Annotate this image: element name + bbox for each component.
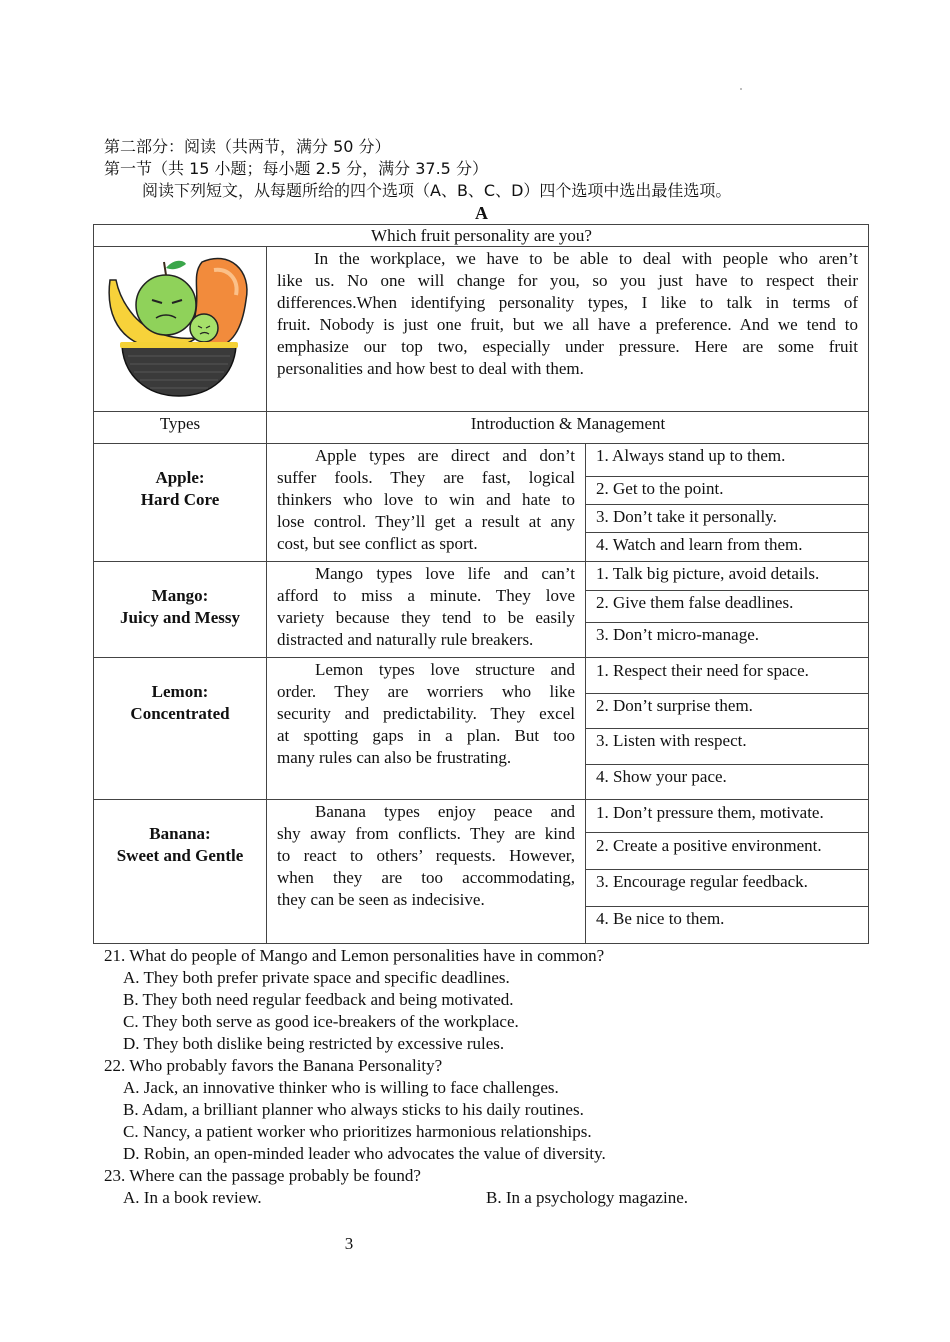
lemon-icon	[190, 314, 218, 342]
lemon-tip: 3. Listen with respect.	[596, 731, 747, 750]
type-banana-name: Banana:	[149, 824, 211, 843]
banana-line: when they are too accommodating,	[277, 868, 575, 887]
intro-line-2: like us. No one will change for you, so you just have to respect their	[277, 271, 858, 290]
speck	[740, 88, 742, 90]
lemon-line: many rules can also be frustrating.	[277, 748, 512, 767]
option: C. Nancy, a patient worker who prioritizes harmonious relationships.	[123, 1122, 592, 1141]
question-23: 23. Where can the passage probably be found?	[104, 1166, 421, 1185]
lemon-line: at spotting gaps in a plan. But too	[277, 726, 575, 745]
question-21: 21. What do people of Mango and Lemon personalities have in common?	[104, 946, 605, 965]
lemon-tip: 2. Don’t surprise them.	[596, 696, 753, 715]
option: D. They both dislike being restricted by excessive rules.	[123, 1034, 505, 1053]
lemon-line: security and predictability. They excel	[277, 704, 575, 723]
intro-line-3: differences.When identifying personality types, I like to talk in terms of	[277, 293, 858, 312]
apple-line: Apple types are direct and don’t	[315, 446, 575, 465]
type-mango-name: Mango:	[151, 586, 209, 605]
option: D. Robin, an open-minded leader who advocates the value of diversity.	[123, 1144, 606, 1163]
type-lemon-name: Lemon:	[151, 682, 209, 701]
part-title: 第二部分：阅读（共两节，满分 50 分）	[104, 137, 391, 156]
banana-line: shy away from conflicts. They are kind	[277, 824, 575, 843]
apple-tip: 4. Watch and learn from them.	[596, 535, 803, 554]
banana-tip: 2. Create a positive environment.	[596, 836, 822, 855]
page-number: 3	[344, 1234, 354, 1253]
option: A. Jack, an innovative thinker who is willing to face challenges.	[123, 1078, 559, 1097]
table-title: Which fruit personality are you?	[371, 226, 592, 245]
type-apple-subtitle: Hard Core	[140, 490, 220, 509]
apple-line: thinkers who love to win and hate to	[277, 490, 575, 509]
column-types: Types	[159, 414, 201, 433]
fruit-bowl-illustration	[104, 250, 254, 400]
option: B. In a psychology magazine.	[486, 1188, 689, 1207]
lemon-line: order. They are worriers who like	[277, 682, 575, 701]
banana-tip: 3. Encourage regular feedback.	[596, 872, 808, 891]
instructions: 阅读下列短文，从每题所给的四个选项（A、B、C、D）四个选项中选出最佳选项。	[142, 181, 732, 200]
apple-line: cost, but see conflict as sport.	[277, 534, 478, 553]
option: B. They both need regular feedback and being motivated.	[123, 990, 514, 1009]
option: C. They both serve as good ice-breakers of the workplace.	[123, 1012, 519, 1031]
banana-line: they can be seen as indecisive.	[277, 890, 485, 909]
mango-tip: 2. Give them false deadlines.	[596, 593, 794, 612]
banana-line: Banana types enjoy peace and	[315, 802, 575, 821]
intro-line-4: fruit. Nobody is just one fruit, but we all have a preference. And we tend to	[277, 315, 858, 334]
lemon-line: Lemon types love structure and	[315, 660, 575, 679]
mango-tip: 3. Don’t micro-manage.	[596, 625, 760, 644]
apple-icon	[136, 275, 196, 335]
mango-tip: 1. Talk big picture, avoid details.	[596, 564, 820, 583]
mango-line: afford to miss a minute. They love	[277, 586, 575, 605]
mango-line: variety because they tend to be easily	[277, 608, 575, 627]
type-apple-name: Apple:	[155, 468, 205, 487]
banana-line: to react to others’ requests. However,	[277, 846, 575, 865]
option: A. They both prefer private space and specific deadlines.	[123, 968, 510, 987]
apple-tip: 1. Always stand up to them.	[596, 446, 786, 465]
section-title: 第一节（共 15 小题；每小题 2.5 分，满分 37.5 分）	[104, 159, 488, 178]
intro-line-6: personalities and how best to deal with them.	[277, 359, 584, 378]
intro-line-1: In the workplace, we have to be able to deal with people who aren’t	[314, 249, 858, 268]
apple-line: lose control. They’ll get a result at any	[277, 512, 575, 531]
passage-letter: A	[475, 203, 488, 223]
option: A. In a book review.	[123, 1188, 262, 1207]
mango-line: distracted and naturally rule breakers.	[277, 630, 534, 649]
apple-tip: 2. Get to the point.	[596, 479, 724, 498]
lemon-tip: 4. Show your pace.	[596, 767, 727, 786]
apple-tip: 3. Don’t take it personally.	[596, 507, 777, 526]
intro-line-5: emphasize our top two, especially under pressure. Here are some fruit	[277, 337, 858, 356]
banana-tip: 4. Be nice to them.	[596, 909, 725, 928]
apple-line: suffer fools. They are fast, logical	[277, 468, 575, 487]
lemon-tip: 1. Respect their need for space.	[596, 661, 809, 680]
question-22: 22. Who probably favors the Banana Personality?	[104, 1056, 443, 1075]
type-mango-subtitle: Juicy and Messy	[120, 608, 240, 627]
banana-tip: 1. Don’t pressure them, motivate.	[596, 803, 824, 822]
mango-line: Mango types love life and can’t	[315, 564, 575, 583]
type-banana-subtitle: Sweet and Gentle	[116, 846, 244, 865]
option: B. Adam, a brilliant planner who always sticks to his daily routines.	[123, 1100, 584, 1119]
type-lemon-subtitle: Concentrated	[130, 704, 230, 723]
column-intro: Introduction & Management	[470, 414, 666, 433]
